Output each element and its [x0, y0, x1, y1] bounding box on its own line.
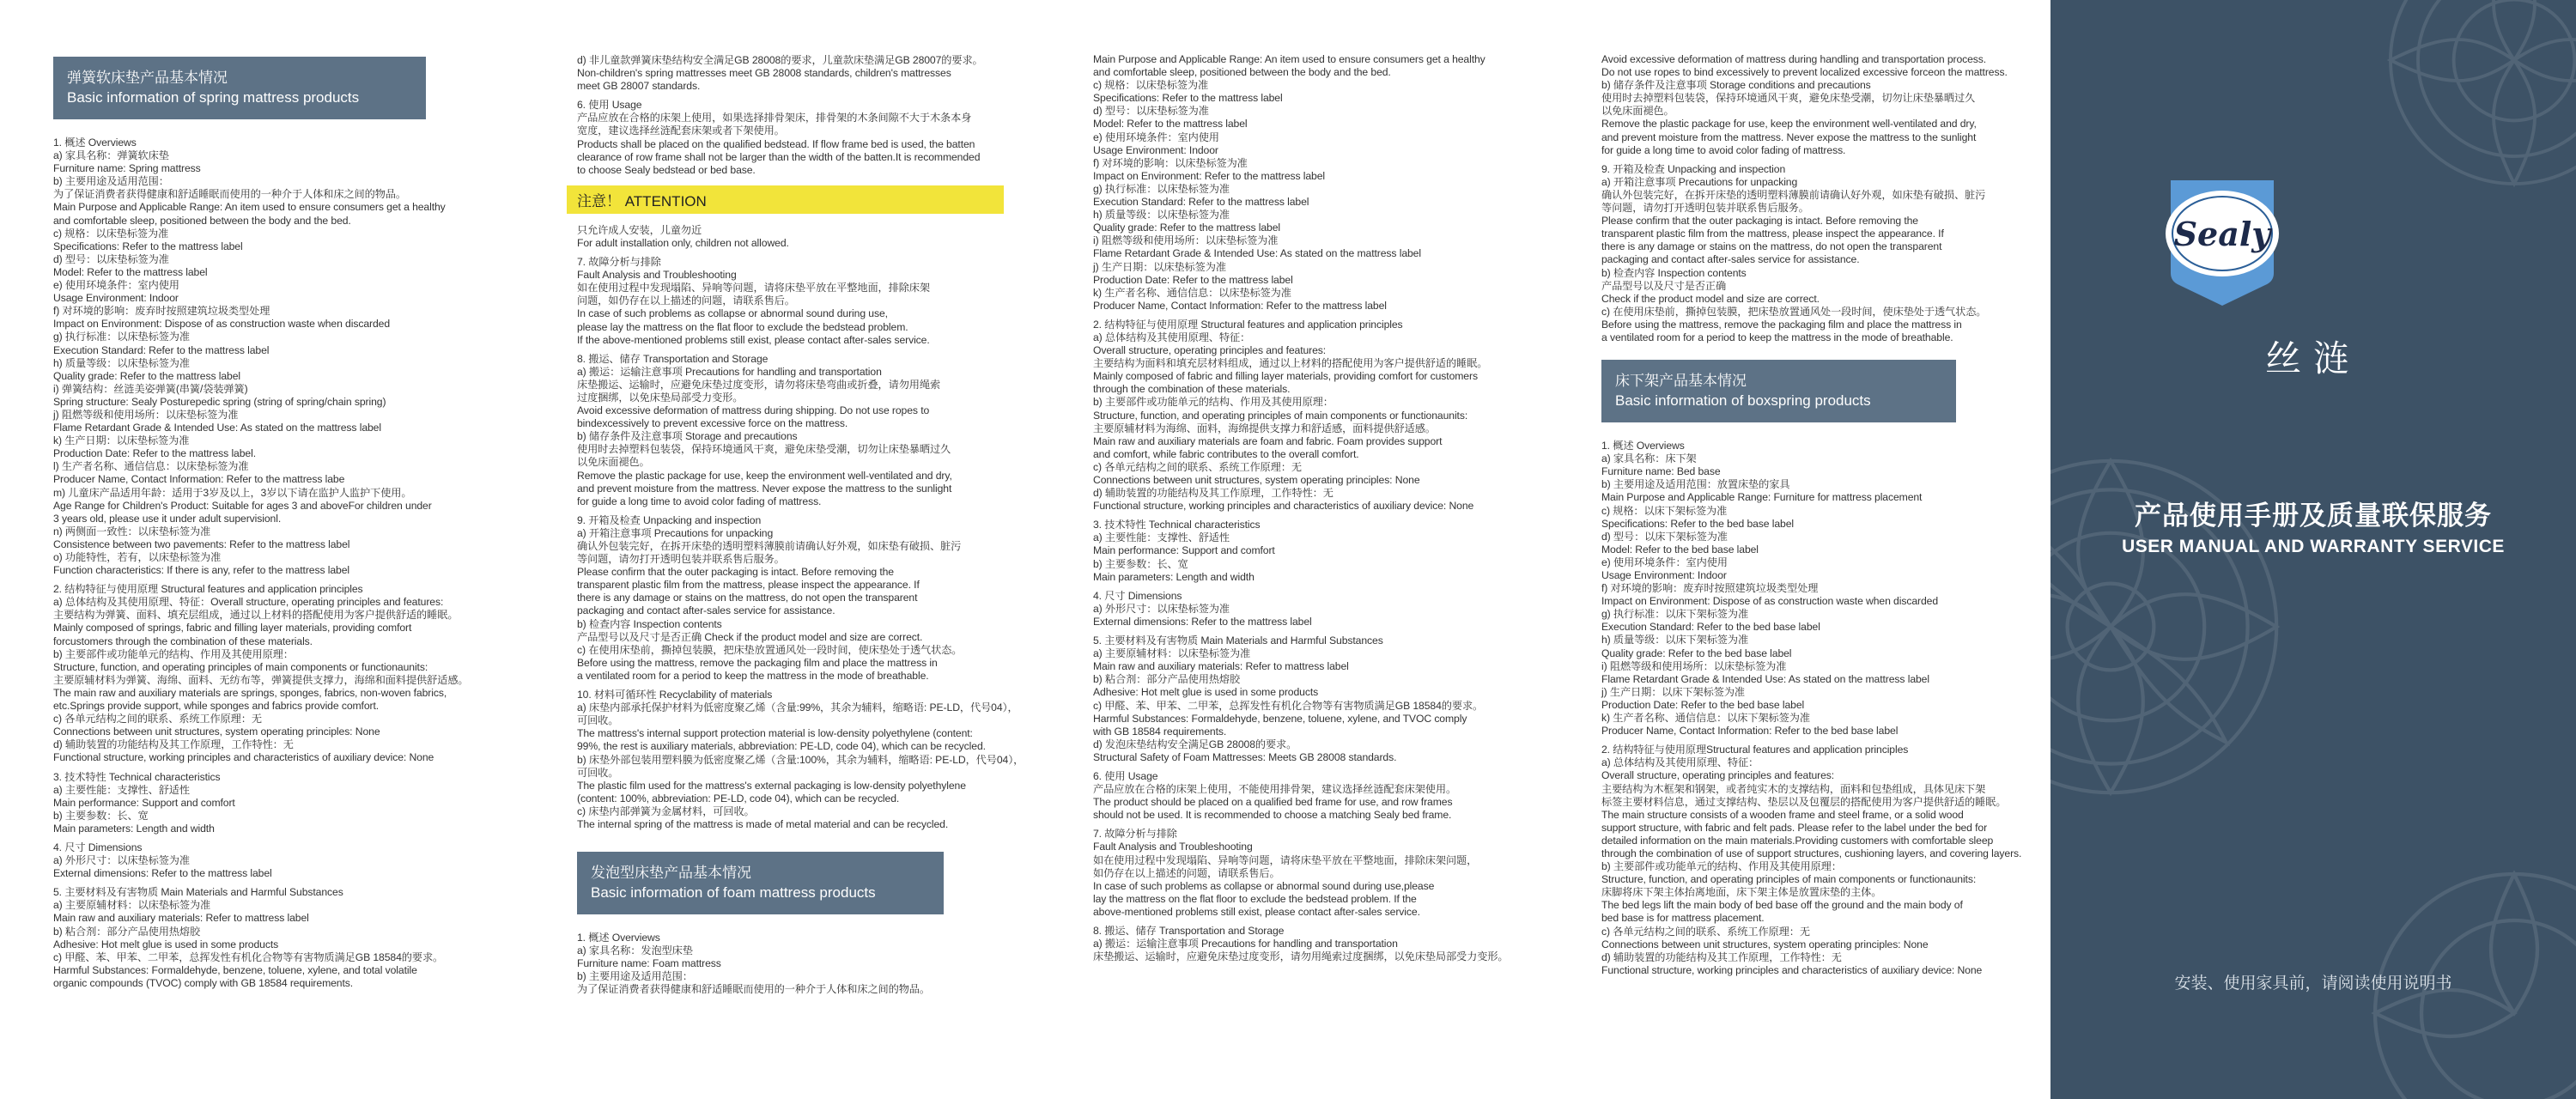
- text-line: 1. 概述 Overviews: [1601, 440, 1685, 452]
- text-line: packaging and contact after-sales service for assistance.: [1601, 253, 1860, 266]
- text-line: b) 主要用途及适用范围：放置床垫的家具: [1601, 478, 1790, 491]
- text-line: organic compounds (TVOC) comply with GB 18584 requirements.: [53, 976, 354, 989]
- text-line: Structure, function, and operating principles of main components or functionaunits:: [1601, 873, 1977, 886]
- text-line: b) 检查内容 Inspection contents: [577, 617, 722, 630]
- text-line: c) 在使用床垫前，撕掉包装膜，把床垫放置通风处一段时间，使床垫处于透气状态。: [577, 643, 963, 656]
- text-line: Before using the mattress, remove the packaging film and place the mattress in: [577, 656, 938, 669]
- text-line: Main Purpose and Applicable Range: Furniture for mattress placement: [1601, 491, 1923, 504]
- text-line: m) 儿童床产品适用年龄：适用于3岁及以上，3岁以下请在监护人监护下使用。: [53, 486, 412, 499]
- text-line: k) 生产者名称、通信信息：以床下架标签为准: [1601, 712, 1810, 725]
- text-line: k) 生产者名称、通信信息：以床垫标签为准: [1093, 286, 1291, 299]
- text-line: d) 辅助装置的功能结构及其工作原理，工作特性：无: [53, 738, 294, 751]
- text-line: j) 生产日期：以床垫标签为准: [1093, 260, 1226, 273]
- text-line: Model: Refer to the mattress label: [1093, 118, 1248, 131]
- text-line: 产品型号以及尺寸是否正确 Check if the product model and size are correct.: [577, 630, 923, 643]
- text-line: Do not use ropes to bind excessively to prevent localized excessive forceon the mattress.: [1601, 66, 2008, 79]
- boxspring-header: [1601, 360, 1956, 422]
- text-line: 10. 材料可循环性 Recyclability of materials: [577, 689, 773, 701]
- text-line: to choose Sealy bedstead or bed base.: [577, 163, 756, 176]
- text-line: Main raw and auxiliary materials are foam and fabric. Foam provides support: [1093, 434, 1443, 447]
- text-line: 9. 开箱及检查 Unpacking and inspection: [577, 513, 762, 526]
- text-line: 1. 概述 Overviews: [53, 137, 137, 149]
- text-line: clearance of row frame shall not be larger than the width of the batten.It is recommended: [577, 150, 981, 163]
- text-line: 9. 开箱及检查 Unpacking and inspection: [1601, 162, 1786, 175]
- text-line: Products shall be placed on the qualified bedstead. If flow frame bed is used, the batten: [577, 137, 975, 150]
- text-line: a) 开箱注意事项 Precautions for unpacking: [577, 526, 774, 539]
- text-line: b) 储存条件及注意事项 Storage conditions and precautions: [1601, 79, 1871, 92]
- text-line: and comfort, while fabric contributes to the overall comfort.: [1093, 447, 1359, 460]
- text-line: a) 主要原辅材料：以床垫标签为准: [53, 899, 211, 912]
- sealy-wordmark: Sealy: [2173, 215, 2271, 253]
- text-line: Specifications: Refer to the mattress label: [53, 240, 243, 252]
- text-line: Flame Retardant Grade & Intended Use: As stated on the mattress label: [1601, 672, 1929, 685]
- text-line: a) 搬运：运输注意事项 Precautions for handling and transportation: [1093, 938, 1398, 950]
- text-line: lay the mattress on the flat floor to exclude the bedstead problem. If the: [1093, 892, 1417, 905]
- text-line: Execution Standard: Refer to the bed base label: [1601, 621, 1820, 634]
- text-line: e) 使用环境条件：室内使用: [1093, 131, 1219, 143]
- text-line: meet GB 28007 standards.: [577, 80, 701, 93]
- text-line: and comfortable sleep, positioned between the body and the bed.: [1093, 66, 1391, 79]
- text-line: 产品型号以及尺寸是否正确: [1601, 279, 1727, 292]
- text-line: Please confirm that the outer packaging is intact. Before removing the: [1601, 215, 1918, 228]
- text-line: The bed legs lift the main body of bed base off the ground and the main body of: [1601, 899, 1963, 912]
- text-line: (content: 100%, abbreviation: PE-LD, code 04), which can be recycled.: [577, 792, 900, 805]
- text-line: The plastic film used for the mattress's external packaging is low-density polyethylene: [577, 779, 966, 792]
- text-line: 主要结构为面料和填充层材料组成，通过以上材料的搭配使用为客户提供舒适的睡眠。: [1093, 357, 1488, 370]
- text-line: Structure, function, and operating principles of main components or functionaunits:: [53, 660, 428, 673]
- text-line: 床垫搬运、运输时，应避免床垫过度变形，请勿将床垫弯曲或折叠，请勿用绳索: [577, 378, 941, 391]
- text-line: g) 执行标准：以床垫标签为准: [1093, 182, 1230, 195]
- text-line: b) 主要参数：长、宽: [53, 809, 149, 822]
- manual-title-zh: 产品使用手册及质量联保服务: [2135, 501, 2492, 531]
- ornament-top: [2377, 0, 2576, 197]
- text-line: and comfortable sleep, positioned between the body and the bed.: [53, 214, 351, 227]
- text-line: c) 各单元结构之间的联系、系统工作原理：无: [53, 713, 262, 726]
- text-line: b) 主要部件或功能单元的结构、作用及其使用原理：: [1601, 860, 1842, 873]
- text-line: 过度捆绑，以免床垫局部受力变形。: [577, 391, 744, 404]
- text-line: Main parameters: Length and width: [53, 822, 215, 835]
- text-line: Flame Retardant Grade & Intended Use: As stated on the mattress label: [53, 422, 381, 434]
- text-line: 99%, the rest is auxiliary materials, abbreviation: PE-LD, code 04), which can be recycled.: [577, 740, 986, 753]
- text-line: Main performance: Support and comfort: [53, 796, 235, 809]
- text-line: Main parameters: Length and width: [1093, 570, 1255, 583]
- text-line: b) 主要用途及适用范围：: [53, 175, 169, 188]
- text-line: 6. 使用 Usage: [1093, 769, 1158, 782]
- text-line: Usage Environment: Indoor: [53, 292, 179, 305]
- header-title-en: Basic information of foam mattress products: [591, 884, 876, 902]
- text-line: a) 外形尺寸：以床垫标签为准: [1093, 602, 1230, 615]
- text-line: with GB 18584 requirements.: [1093, 725, 1227, 738]
- text-line: 等问题，请勿打开透明包装并联系售后服务。: [577, 553, 785, 566]
- text-line: a) 床垫内部承托保护材料为低密度聚乙烯（含量:99%，其余为辅料，缩略语: PE-LD，代号04），: [577, 701, 1018, 714]
- text-line: Model: Refer to the bed base label: [1601, 543, 1759, 556]
- spring-mattress-body-cont-2: [577, 223, 1024, 831]
- text-line: b) 储存条件及注意事项 Storage and precautions: [577, 430, 798, 443]
- text-line: 1. 概述 Overviews: [577, 932, 660, 944]
- text-line: f) 对环境的影响：以床垫标签为准: [1093, 156, 1248, 169]
- text-line: Structure, function, and operating principles of main components or functionaunits:: [1093, 409, 1468, 422]
- text-line: a) 开箱注意事项 Precautions for unpacking: [1601, 175, 1798, 188]
- text-line: 5. 主要材料及有害物质 Main Materials and Harmful Substances: [53, 886, 343, 899]
- text-line: The product should be placed on a qualified bed frame for use, and row frames: [1093, 796, 1453, 809]
- text-line: 为了保证消费者获得健康和舒适睡眠而使用的一种介于人体和床之间的物品。: [53, 188, 406, 201]
- text-line: 确认外包装完好，在拆开床垫的透明塑料薄膜前请确认好外观，如床垫有破损、脏污: [1601, 188, 1986, 201]
- text-line: 3 years old, please use it under adult supervisionl.: [53, 512, 282, 525]
- column-1: [53, 43, 487, 990]
- text-line: External dimensions: Refer to the mattress label: [1093, 615, 1312, 628]
- text-line: 使用时去掉塑料包装袋，保持环境通风干爽，避免床垫受潮，切勿让床垫暴晒过久: [577, 443, 951, 456]
- text-line: Non-children's spring mattresses meet GB 28008 standards, children's mattresses: [577, 67, 951, 80]
- text-line: h) 质量等级：以床垫标签为准: [53, 356, 190, 369]
- text-line: c) 床垫内部弹簧为金属材料，可回收。: [577, 805, 755, 817]
- text-line: Producer Name, Contact Information: Refer to the bed base label: [1601, 725, 1899, 738]
- text-line: Overall structure, operating principles and features:: [1093, 344, 1327, 357]
- text-line: h) 质量等级：以床下架标签为准: [1601, 634, 1749, 647]
- boxspring-body: [1601, 440, 2022, 977]
- text-line: Usage Environment: Indoor: [1093, 143, 1218, 156]
- text-line: d) 非儿童款弹簧床垫结构安全满足GB 28008的要求，儿童款床垫满足GB 28007的要求。: [577, 54, 983, 66]
- text-line: In case of such problems as collapse or abnormal sound during use,: [577, 307, 888, 320]
- text-line: c) 甲醛、苯、甲苯、二甲苯，总挥发性有机化合物等有害物质满足GB 18584的要求。: [53, 950, 444, 963]
- text-line: Avoid excessive deformation of mattress during handling and transportation process.: [1601, 53, 1987, 65]
- text-line: should not be used. It is recommended to choose a matching Sealy bed frame.: [1093, 809, 1452, 822]
- text-line: a) 搬运：运输注意事项 Precautions for handling and transportation: [577, 365, 882, 378]
- text-line: Mainly composed of fabric and filling layer materials, providing comfort for customers: [1093, 370, 1478, 383]
- header-title-en: Basic information of spring mattress products: [67, 89, 360, 106]
- text-line: The mattress's internal support protection material is low-density polyethylene (content:: [577, 727, 973, 740]
- text-line: Connections between unit structures, system operating principles: None: [53, 726, 380, 738]
- spring-mattress-body-cont: [577, 54, 1004, 177]
- text-line: j) 生产日期：以床下架标签为准: [1601, 685, 1745, 698]
- text-line: c) 各单元结构之间的联系、系统工作原理：无: [1093, 460, 1302, 473]
- brand-name-zh: 丝涟: [2264, 338, 2361, 379]
- text-line: please lay the mattress on the flat floor to exclude the bedstead problem.: [577, 320, 908, 333]
- text-line: b) 床垫外部包装用塑料膜为低密度聚乙烯（含量:100%，其余为辅料，缩略语: PE-LD，代号04），: [577, 753, 1024, 766]
- text-line: 6. 使用 Usage: [577, 99, 642, 112]
- column-2: [577, 54, 1024, 997]
- text-line: Functional structure, working principles and characteristics of auxiliary device: None: [1601, 963, 1983, 976]
- text-line: Function characteristics: If there is any, refer to the mattress label: [53, 564, 350, 577]
- text-line: d) 型号：以床垫标签为准: [1093, 105, 1209, 118]
- text-line: 宽度，建议选择丝涟配套床架或者下架使用。: [577, 124, 785, 137]
- text-line: Harmful Substances: Formaldehyde, benzene, toluene, xylene, and total volatile: [53, 963, 417, 976]
- column-3: [1093, 53, 1512, 963]
- manual-title-en: USER MANUAL AND WARRANTY SERVICE: [2122, 537, 2505, 556]
- text-line: b) 粘合剂：部分产品使用热熔胶: [53, 925, 201, 938]
- text-line: b) 检查内容 Inspection contents: [1601, 266, 1747, 279]
- text-line: g) 执行标准：以床下架标签为准: [1601, 608, 1749, 621]
- text-line: 2. 结构特征与使用原理 Structural features and application principles: [1093, 318, 1403, 331]
- text-line: 7. 故障分析与排除: [577, 256, 661, 269]
- text-line: 主要原辅材料为弹簧、海绵、面料、无纺布等，弹簧提供支撑力，海绵和面料提供舒适感。: [53, 673, 469, 686]
- text-line: o) 功能特性，若有，以床垫标签为准: [53, 551, 222, 563]
- text-line: Avoid excessive deformation of mattress during shipping. Do not use ropes to: [577, 404, 930, 417]
- text-line: for guide a long time to avoid color fading of mattress.: [1601, 143, 1846, 156]
- text-line: 如在使用过程中发现塌陷、异响等问题，请将床垫平放在平整地面，排除床架: [577, 282, 930, 294]
- text-line: e) 使用环境条件：室内使用: [1601, 556, 1728, 568]
- text-line: Adhesive: Hot melt glue is used in some products: [1093, 686, 1319, 699]
- text-line: Harmful Substances: Formaldehyde, benzene, toluene, xylene, and TVOC comply: [1093, 712, 1467, 725]
- text-line: h) 质量等级：以床垫标签为准: [1093, 209, 1230, 222]
- attention-banner: 注意！ ATTENTION: [567, 185, 1004, 214]
- text-line: b) 主要参数：长、宽: [1093, 557, 1188, 570]
- text-line: b) 主要部件或功能单元的结构、作用及其使用原理：: [53, 647, 294, 660]
- text-line: 7. 故障分析与排除: [1093, 828, 1177, 841]
- text-line: Functional structure, working principles and characteristics of auxiliary device: None: [1093, 500, 1474, 513]
- text-line: 以免床面褪色。: [1601, 105, 1674, 118]
- text-line: d) 辅助装置的功能结构及其工作原理，工作特性：无: [1601, 950, 1842, 963]
- text-line: 使用时去掉塑料包装袋，保持环境通风干爽，避免床垫受潮，切勿让床垫暴晒过久: [1601, 92, 1976, 105]
- text-line: Specifications: Refer to the mattress label: [1093, 92, 1283, 105]
- text-line: 8. 搬运、储存 Transportation and Storage: [577, 352, 769, 365]
- spring-mattress-header: [53, 57, 426, 119]
- foam-mattress-body-cont: [1093, 53, 1512, 963]
- header-title-zh: 床下架产品基本情况: [1615, 373, 1747, 390]
- text-line: d) 辅助装置的功能结构及其工作原理，工作特性：无: [1093, 487, 1334, 500]
- header-title-zh: 发泡型床垫产品基本情况: [591, 865, 751, 882]
- text-line: a) 外形尺寸：以床垫标签为准: [53, 854, 190, 867]
- text-line: transparent plastic film from the mattress, please inspect the appearance. If: [577, 579, 920, 592]
- text-line: 只允许成人安装，儿童勿近: [577, 223, 702, 236]
- text-line: External dimensions: Refer to the mattress label: [53, 867, 272, 880]
- text-line: n) 两侧面一致性：以床垫标签为准: [53, 525, 211, 537]
- text-line: 床垫搬运、运输时，应避免床垫过度变形，请勿用绳索过度捆绑，以免床垫局部受力变形。: [1093, 950, 1509, 963]
- text-line: i) 弹簧结构：丝涟美姿弹簧(串簧/袋装弹簧): [53, 382, 248, 395]
- text-line: through the combination of use of support structures, cushioning layers, and covering layers.: [1601, 847, 2022, 859]
- text-line: bindexcessively to prevent excessive force on the mattress.: [577, 417, 848, 430]
- text-line: i) 阻燃等级和使用场所：以床垫标签为准: [1093, 234, 1279, 247]
- text-line: 产品应放在合格的床架上使用，如果选择排骨架床，排骨架的木条间隙不大于木条本身: [577, 112, 972, 124]
- text-line: Overall structure, operating principles and features:: [1601, 769, 1835, 782]
- text-line: detailed information on the main materials.Providing customers with comfortable sleep: [1601, 834, 1994, 847]
- text-line: a) 家具名称：发泡型床垫: [577, 944, 693, 957]
- text-line: Quality grade: Refer to the bed base label: [1601, 647, 1792, 659]
- text-line: Connections between unit structures, system operating principles: None: [1093, 474, 1420, 486]
- text-line: d) 型号：以床下架标签为准: [1601, 530, 1728, 543]
- text-line: b) 主要用途及适用范围：: [577, 970, 693, 983]
- text-line: Before using the mattress, remove the packaging film and place the mattress in: [1601, 318, 1962, 331]
- text-line: Execution Standard: Refer to the mattress label: [1093, 196, 1309, 209]
- text-line: etc.Springs provide support, while sponges and fabrics provide comfort.: [53, 700, 380, 713]
- foam-mattress-body-cont-2: [1601, 53, 2014, 344]
- column-4: [1601, 53, 2022, 977]
- text-line: 8. 搬运、储存 Transportation and Storage: [1093, 925, 1285, 937]
- text-line: there is any damage or stains on the mattress, do not open the transparent: [577, 592, 918, 604]
- text-line: Mainly composed of springs, fabric and filling layer materials, providing comfort: [53, 622, 412, 635]
- text-line: forcustomers through the combination of these materials.: [53, 635, 313, 647]
- text-line: 主要原辅材料为海绵、面料，海绵提供支撑力和舒适感，面料提供舒适感。: [1093, 422, 1436, 434]
- text-line: Main performance: Support and comfort: [1093, 544, 1275, 557]
- text-line: 3. 技术特性 Technical characteristics: [1093, 519, 1261, 531]
- text-line: Furniture name: Foam mattress: [577, 957, 721, 970]
- header-title-en: Basic information of boxspring products: [1615, 392, 1871, 410]
- text-line: Production Date: Refer to the mattress label.: [53, 447, 256, 460]
- text-line: a ventilated room for a period to keep the mattress in the mode of breathable.: [577, 669, 929, 682]
- text-line: f) 对环境的影响：废弃时按照建筑垃圾类型处理: [53, 305, 270, 318]
- text-line: 5. 主要材料及有害物质 Main Materials and Harmful Substances: [1093, 635, 1383, 647]
- text-line: c) 在使用床垫前，撕掉包装膜，把床垫放置通风处一段时间，使床垫处于透气状态。: [1601, 305, 1987, 318]
- text-line: Main Purpose and Applicable Range: An item used to ensure consumers get a healthy: [53, 201, 446, 214]
- text-line: 2. 结构特征与使用原理 Structural features and application principles: [53, 583, 363, 596]
- text-line: Production Date: Refer to the bed base label: [1601, 698, 1805, 711]
- cover-panel: [2050, 0, 2576, 1099]
- text-line: a) 主要性能：支撑性、舒适性: [53, 783, 190, 796]
- text-line: 如在使用过程中发现塌陷、异响等问题，请将床垫平放在平整地面，排除床架问题，: [1093, 853, 1478, 866]
- text-line: If the above-mentioned problems still exist, please contact after-sales service.: [577, 333, 930, 346]
- text-line: Structural Safety of Foam Mattresses: Meets GB 28008 standards.: [1093, 750, 1397, 763]
- text-line: d) 发泡床垫结构安全满足GB 28008的要求。: [1093, 738, 1297, 750]
- text-line: Consistence between two pavements: Refer to the mattress label: [53, 537, 350, 550]
- text-line: through the combination of these materials.: [1093, 383, 1291, 396]
- text-line: Furniture name: Bed base: [1601, 465, 1721, 478]
- text-line: Producer Name, Contact Information: Refer to the mattress labe: [53, 473, 345, 486]
- text-line: 问题，如仍存在以上描述的问题，请联系售后。: [577, 294, 795, 307]
- spring-mattress-body: [53, 137, 487, 990]
- text-line: Fault Analysis and Troubleshooting: [577, 269, 737, 282]
- text-line: above-mentioned problems still exist, please contact after-sales service.: [1093, 905, 1420, 918]
- text-line: The main structure consists of a wooden frame and steel frame, or a solid wood: [1601, 808, 1964, 821]
- text-line: Spring structure: Sealy Posturepedic spring (string of spring/chain spring): [53, 395, 386, 408]
- reading-notice: 安装、使用家具前，请阅读使用说明书: [2174, 975, 2452, 993]
- text-line: c) 规格：以床垫标签为准: [53, 227, 169, 240]
- text-line: 以免床面褪色。: [577, 456, 650, 469]
- text-line: c) 各单元结构之间的联系、系统工作原理：无: [1601, 925, 1810, 938]
- text-line: 如仍存在以上描述的问题，请联系售后。: [1093, 866, 1280, 879]
- text-line: Impact on Environment: Refer to the mattress label: [1093, 169, 1326, 182]
- text-line: Main Purpose and Applicable Range: An item used to ensure consumers get a healthy: [1093, 53, 1485, 65]
- text-line: d) 型号：以床垫标签为准: [53, 252, 169, 265]
- text-line: 可回收。: [577, 714, 619, 727]
- header-title-zh: 弹簧软床垫产品基本情况: [67, 70, 228, 86]
- text-line: 4. 尺寸 Dimensions: [1093, 589, 1182, 602]
- text-line: 确认外包装完好，在拆开床垫的透明塑料薄膜前请确认好外观，如床垫有破损、脏污: [577, 540, 962, 552]
- text-line: c) 规格：以床垫标签为准: [1093, 79, 1209, 92]
- text-line: Quality grade: Refer to the mattress label: [53, 369, 240, 382]
- text-line: 可回收。: [577, 766, 619, 779]
- text-line: Impact on Environment: Dispose of as construction waste when discarded: [1601, 595, 1939, 608]
- text-line: Fault Analysis and Troubleshooting: [1093, 841, 1253, 853]
- text-line: Age Range for Children's Product: Suitable for ages 3 and aboveFor children under: [53, 499, 432, 512]
- text-line: Flame Retardant Grade & Intended Use: As stated on the mattress label: [1093, 247, 1421, 260]
- text-line: there is any damage or stains on the mattress, do not open the transparent: [1601, 240, 1942, 253]
- text-line: The main raw and auxiliary materials are springs, sponges, fabrics, non-woven fabrics,: [53, 686, 447, 699]
- text-line: 主要结构为弹簧、面料、填充层组成，通过以上材料的搭配使用为客户提供舒适的睡眠。: [53, 609, 459, 622]
- text-line: The internal spring of the mattress is made of metal material and can be recycled.: [577, 817, 949, 830]
- text-line: and prevent moisture from the mattress. Never expose the mattress to the sunlight: [1601, 131, 1977, 143]
- text-line: 2. 结构特征与使用原理Structural features and application principles: [1601, 744, 1909, 756]
- text-line: l) 生产者名称、通信信息：以床垫标签为准: [53, 460, 249, 473]
- text-line: c) 规格：以床下架标签为准: [1601, 504, 1728, 517]
- text-line: packaging and contact after-sales service for assistance.: [577, 604, 835, 617]
- text-line: transparent plastic film from the mattress, please inspect the appearance. If: [1601, 228, 1944, 240]
- text-line: Main raw and auxiliary materials: Refer to mattress label: [1093, 660, 1349, 673]
- text-line: Furniture name: Spring mattress: [53, 162, 201, 175]
- text-line: Please confirm that the outer packaging is intact. Before removing the: [577, 566, 894, 579]
- text-line: i) 阻燃等级和使用场所：以床垫标签为准: [1601, 659, 1787, 672]
- text-line: k) 生产日期：以床垫标签为准: [53, 434, 190, 447]
- text-line: Adhesive: Hot melt glue is used in some products: [53, 938, 279, 950]
- text-line: 标签主要材料信息，通过支撑结构、垫层以及包覆层的搭配使用为客户提供舒适的睡眠。: [1601, 795, 2007, 808]
- text-line: bed base is for mattress placement.: [1601, 912, 1765, 925]
- text-line: b) 粘合剂：部分产品使用热熔胶: [1093, 673, 1241, 686]
- text-line: 3. 技术特性 Technical characteristics: [53, 770, 221, 783]
- text-line: 产品应放在合格的床架上使用，不能使用排骨架，建议选择丝涟配套床架使用。: [1093, 783, 1457, 796]
- text-line: g) 执行标准：以床垫标签为准: [53, 331, 190, 343]
- text-line: Execution Standard: Refer to the mattress label: [53, 343, 270, 356]
- text-line: Remove the plastic package for use, keep the environment well-ventilated and dry,: [1601, 118, 1977, 131]
- text-line: a) 总体结构及其使用原理、特征：: [1601, 756, 1759, 769]
- text-line: Usage Environment: Indoor: [1601, 569, 1727, 581]
- text-line: Production Date: Refer to the mattress label: [1093, 273, 1293, 286]
- text-line: e) 使用环境条件：室内使用: [53, 279, 179, 292]
- sealy-logo: [2154, 180, 2291, 309]
- text-line: a) 主要性能：支撑性、舒适性: [1093, 531, 1230, 544]
- text-line: 4. 尺寸 Dimensions: [53, 841, 143, 853]
- text-line: for guide a long time to avoid color fading of mattress.: [577, 495, 822, 507]
- text-line: Main raw and auxiliary materials: Refer to mattress label: [53, 912, 309, 925]
- text-line: Quality grade: Refer to the mattress label: [1093, 222, 1280, 234]
- text-line: a) 家具名称：弹簧软床垫: [53, 149, 169, 162]
- text-line: Producer Name, Contact Information: Refer to the mattress label: [1093, 299, 1387, 312]
- foam-mattress-body: [577, 932, 1004, 996]
- text-line: c) 甲醛、苯、甲苯、二甲苯，总挥发性有机化合物等有害物质满足GB 18584的要求。: [1093, 699, 1484, 712]
- text-line: 为了保证消费者获得健康和舒适睡眠而使用的一种介于人体和床之间的物品。: [577, 983, 930, 996]
- text-line: 主要结构为木框架和钢架，或者纯实木的支撑结构，面料和包垫组成，具体见床下架: [1601, 782, 1986, 795]
- text-line: Model: Refer to the mattress label: [53, 265, 208, 278]
- text-line: 等问题，请勿打开透明包装并联系售后服务。: [1601, 202, 1809, 215]
- foam-mattress-header: [577, 852, 944, 914]
- text-line: Check if the product model and size are correct.: [1601, 292, 1820, 305]
- text-line: Functional structure, working principles and characteristics of auxiliary device: None: [53, 751, 434, 764]
- text-line: and prevent moisture from the mattress. Never expose the mattress to the sunlight: [577, 482, 952, 495]
- text-line: a ventilated room for a period to keep the mattress in the mode of breathable.: [1601, 331, 1953, 343]
- text-line: Connections between unit structures, system operating principles: None: [1601, 938, 1929, 950]
- text-line: a) 家具名称：床下架: [1601, 452, 1697, 465]
- text-line: j) 阻燃等级和使用场所：以床垫标签为准: [53, 408, 239, 421]
- text-line: support structure, with fabric and felt pads. Please refer to the label under the bed for: [1601, 821, 1988, 834]
- text-line: a) 总体结构及其使用原理、特征：: [1093, 331, 1251, 343]
- text-line: Specifications: Refer to the bed base label: [1601, 517, 1795, 530]
- text-line: Impact on Environment: Dispose of as construction waste when discarded: [53, 318, 391, 331]
- text-line: For adult installation only, children not allowed.: [577, 236, 789, 249]
- text-line: a) 主要原辅材料：以床垫标签为准: [1093, 647, 1251, 660]
- text-line: f) 对环境的影响：废弃时按照建筑垃圾类型处理: [1601, 582, 1819, 595]
- text-line: 床脚将床下架主体抬离地面，床下架主体是放置床垫的主体。: [1601, 886, 1882, 899]
- text-line: b) 主要部件或功能单元的结构、作用及其使用原理：: [1093, 396, 1334, 409]
- text-line: In case of such problems as collapse or abnormal sound during use,please: [1093, 879, 1435, 892]
- text-line: a) 总体结构及其使用原理、特征：Overall structure, operating principles and features:: [53, 596, 444, 609]
- text-line: Remove the plastic package for use, keep the environment well-ventilated and dry,: [577, 469, 952, 482]
